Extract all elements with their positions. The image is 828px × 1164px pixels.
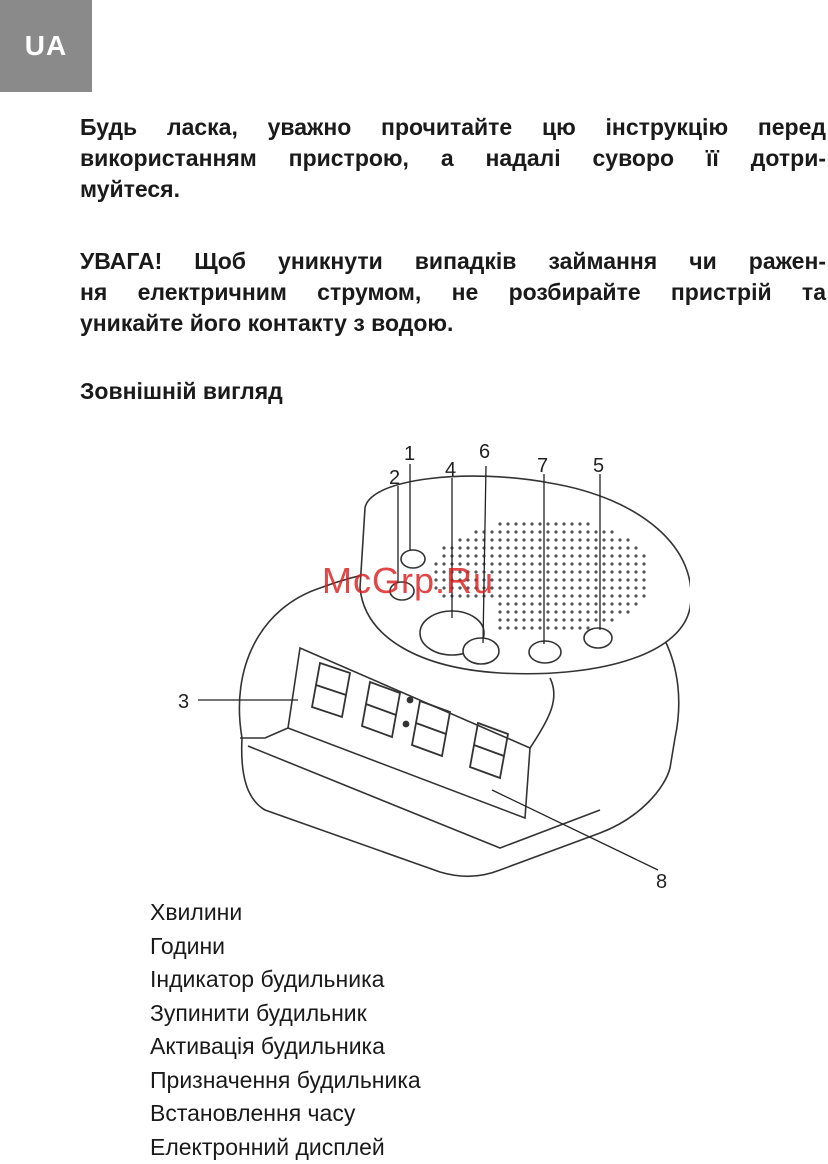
callout-4: 4 (445, 459, 456, 481)
button-5 (584, 628, 612, 648)
legend-item: Активація будильника (150, 1030, 421, 1064)
callout-2: 2 (389, 467, 400, 489)
legend-item: Зупинити будильник (150, 997, 421, 1031)
legend-item: Індикатор будильника (150, 963, 421, 997)
callout-1: 1 (404, 443, 415, 465)
legend-item: Призначення будильника (150, 1064, 421, 1098)
callout-5: 5 (593, 455, 604, 477)
warning-line: ня електричним струмом, не розбирайте пристрій та (80, 277, 826, 308)
warning-paragraph (80, 246, 826, 339)
intro-line: Будь ласка, уважно прочитайте цю інструкцію перед (80, 112, 826, 143)
display-panel (288, 648, 530, 818)
intro-line: муйтеся. (80, 174, 826, 205)
legend-item: Години (150, 930, 421, 964)
intro-line: використанням пристрою, а надалі суворо її дотри- (80, 143, 826, 174)
section-heading: Зовнішній вигляд (80, 378, 283, 405)
callout-6: 6 (479, 441, 490, 463)
parts-legend (150, 896, 421, 1164)
watermark: McGrp.Ru (322, 560, 494, 602)
legend-item: Хвилини (150, 896, 421, 930)
button-7 (529, 641, 561, 663)
button-6 (463, 638, 499, 664)
warning-line: УВАГА! Щоб уникнути випадків займання чи ражен- (80, 246, 826, 277)
legend-item: Електронний дисплей (150, 1131, 421, 1164)
language-tab: UA (0, 0, 92, 92)
warning-line: уникайте його контакту з водою. (80, 308, 826, 339)
legend-item: Встановлення часу (150, 1097, 421, 1131)
callout-3: 3 (178, 691, 189, 713)
callout-8: 8 (656, 871, 667, 893)
callout-7: 7 (537, 455, 548, 477)
clock-radio-diagram (170, 438, 690, 898)
intro-paragraph (80, 112, 826, 205)
